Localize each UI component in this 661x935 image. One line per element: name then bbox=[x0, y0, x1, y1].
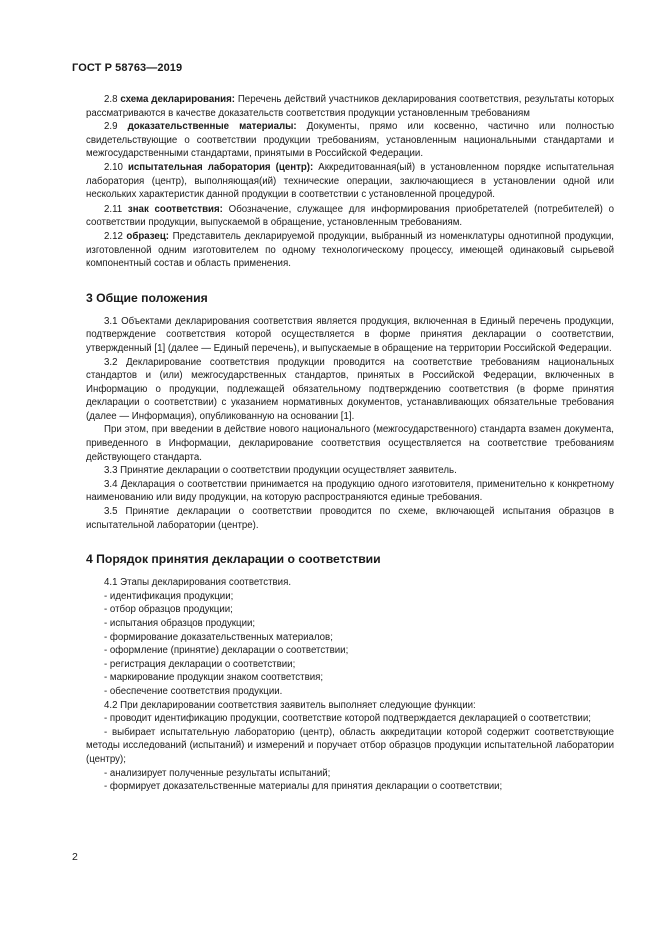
definition-text: Аккредитованная(ый) в установленном порядке испытательная лаборатория (центр), выполняющая(ий) технические операции, заключающиеся в установлении одной или нескольких характеристик данной продукции в соответствии с установленной процедурой. bbox=[86, 161, 614, 201]
paragraph: 3.4 Декларация о соответствии принимается на продукцию одного изготовителя, применительно к конкретному наименованию или виду продукции, на которую распространяются единые требования. bbox=[86, 478, 614, 504]
list-item: - регистрация декларации о соответствии; bbox=[104, 658, 296, 670]
section-3-body bbox=[86, 315, 614, 533]
definition-number: 2.12 bbox=[104, 230, 123, 242]
definition-number: 2.11 bbox=[104, 203, 123, 215]
paragraph: 4.2 При декларировании соответствия заявитель выполняет следующие функции: bbox=[104, 699, 476, 711]
definition-2-10 bbox=[86, 161, 614, 202]
paragraph: При этом, при введении в действие нового национального (межгосударственного) стандарта взамен документа, приведенного в Информации, декларирование соответствия осуществляется на соответствие требованиям действующего стандарта. bbox=[86, 424, 614, 463]
definition-2-12 bbox=[86, 230, 614, 271]
list-item: - испытания образцов продукции; bbox=[104, 618, 256, 629]
definition-number: 2.10 bbox=[104, 161, 123, 173]
paragraph: 3.5 Принятие декларации о соответствии проводится по схеме, включающей испытания образцов в испытательной лаборатории (центре). bbox=[86, 506, 614, 531]
paragraph: 3.1 Объектами декларирования соответствия является продукция, включенная в Единый перечень продукции, подтверждение соответствия которой осуществляется в форме принятия декларации о соответствии, утвержденный [1] (далее — Единый перечень), и выпускаемые в обращение на территории Российской Федерации. bbox=[86, 315, 614, 354]
definition-2-8 bbox=[86, 93, 614, 120]
definition-term: знак соответствия: bbox=[127, 203, 223, 215]
definition-term: испытательная лаборатория (центр): bbox=[127, 161, 314, 173]
list-item: - оформление (принятие) декларации о соответствии; bbox=[104, 645, 349, 657]
definition-2-11 bbox=[86, 203, 614, 230]
definition-number: 2.8 bbox=[104, 94, 118, 105]
definitions-block bbox=[86, 93, 614, 271]
definition-2-9 bbox=[86, 120, 614, 161]
definition-number: 2.9 bbox=[104, 121, 118, 133]
list-item: - идентификация продукции; bbox=[104, 590, 234, 602]
section-3-heading: 3 Общие положения bbox=[86, 290, 208, 305]
list-item: - обеспечение соответствия продукции. bbox=[104, 685, 283, 697]
section-4-heading: 4 Порядок принятия декларации о соответствии bbox=[86, 552, 381, 567]
list-item: - анализирует полученные результаты испытаний; bbox=[104, 767, 331, 779]
list-item: - выбирает испытательную лабораторию (центр), область аккредитации которой содержит соответствующие методы исследований (испытаний) и измерений и поручает отбор образцов продукции испытательной лаборатории (центру); bbox=[86, 726, 614, 765]
definition-text: Обозначение, служащее для информирования приобретателей (потребителей) о соответствии продукции, выпускаемой в обращение, установленным требованиям. bbox=[86, 203, 614, 229]
list-item: - формирование доказательственных материалов; bbox=[104, 631, 333, 643]
list-item: - проводит идентификацию продукции, соответствие которой подтверждается декларацией о соответствии; bbox=[104, 713, 591, 725]
definition-term: доказательственные материалы: bbox=[127, 121, 297, 133]
paragraph: 3.3 Принятие декларации о соответствии продукции осуществляет заявитель. bbox=[104, 465, 457, 477]
definition-term: образец: bbox=[126, 230, 170, 242]
list-item: - маркирование продукции знаком соответствия; bbox=[104, 672, 324, 684]
definition-text: Представитель декларируемой продукции, выбранный из номенклатуры однотипной продукции, изготовленной одним изготовителем по одному технологическому процессу, имеющей одинаковый сырьевой компонентный состав и область применения. bbox=[86, 230, 614, 270]
page-number: 2 bbox=[72, 851, 78, 863]
definition-text: Перечень действий участников декларирования соответствия, результаты которых рассматриваются в качестве доказательств соответствия продукции установленным требованиям bbox=[86, 94, 614, 119]
list-item: - отбор образцов продукции; bbox=[104, 604, 233, 616]
paragraph: 4.1 Этапы декларирования соответствия. bbox=[104, 577, 292, 589]
section-4-body bbox=[86, 576, 614, 794]
definition-term: схема декларирования: bbox=[120, 94, 235, 105]
document-body bbox=[86, 93, 614, 794]
paragraph: 3.2 Декларирование соответствия продукции проводится на соответствие требованиям национальных стандартов и (или) межгосударственных стандартов, принятых в Российской Федерации, включенных в Информацию о продукции, подлежащей обязательному подтверждению соответствия (в форме принятия декларации о соответствии) с указанием нормативных документов, устанавливающих обязательные требования (далее — Информация), опубликованную на основании [1]. bbox=[86, 356, 614, 422]
list-item: - формирует доказательственные материалы для принятия декларации о соответствии; bbox=[104, 781, 503, 793]
definition-text: Документы, прямо или косвенно, частично или полностью свидетельствующие о соответствии продукции требованиям, установленным национальными стандартами и межгосударственными стандартами, принятыми в Российской Федерации. bbox=[86, 121, 614, 160]
standard-header: ГОСТ Р 58763—2019 bbox=[72, 62, 183, 74]
